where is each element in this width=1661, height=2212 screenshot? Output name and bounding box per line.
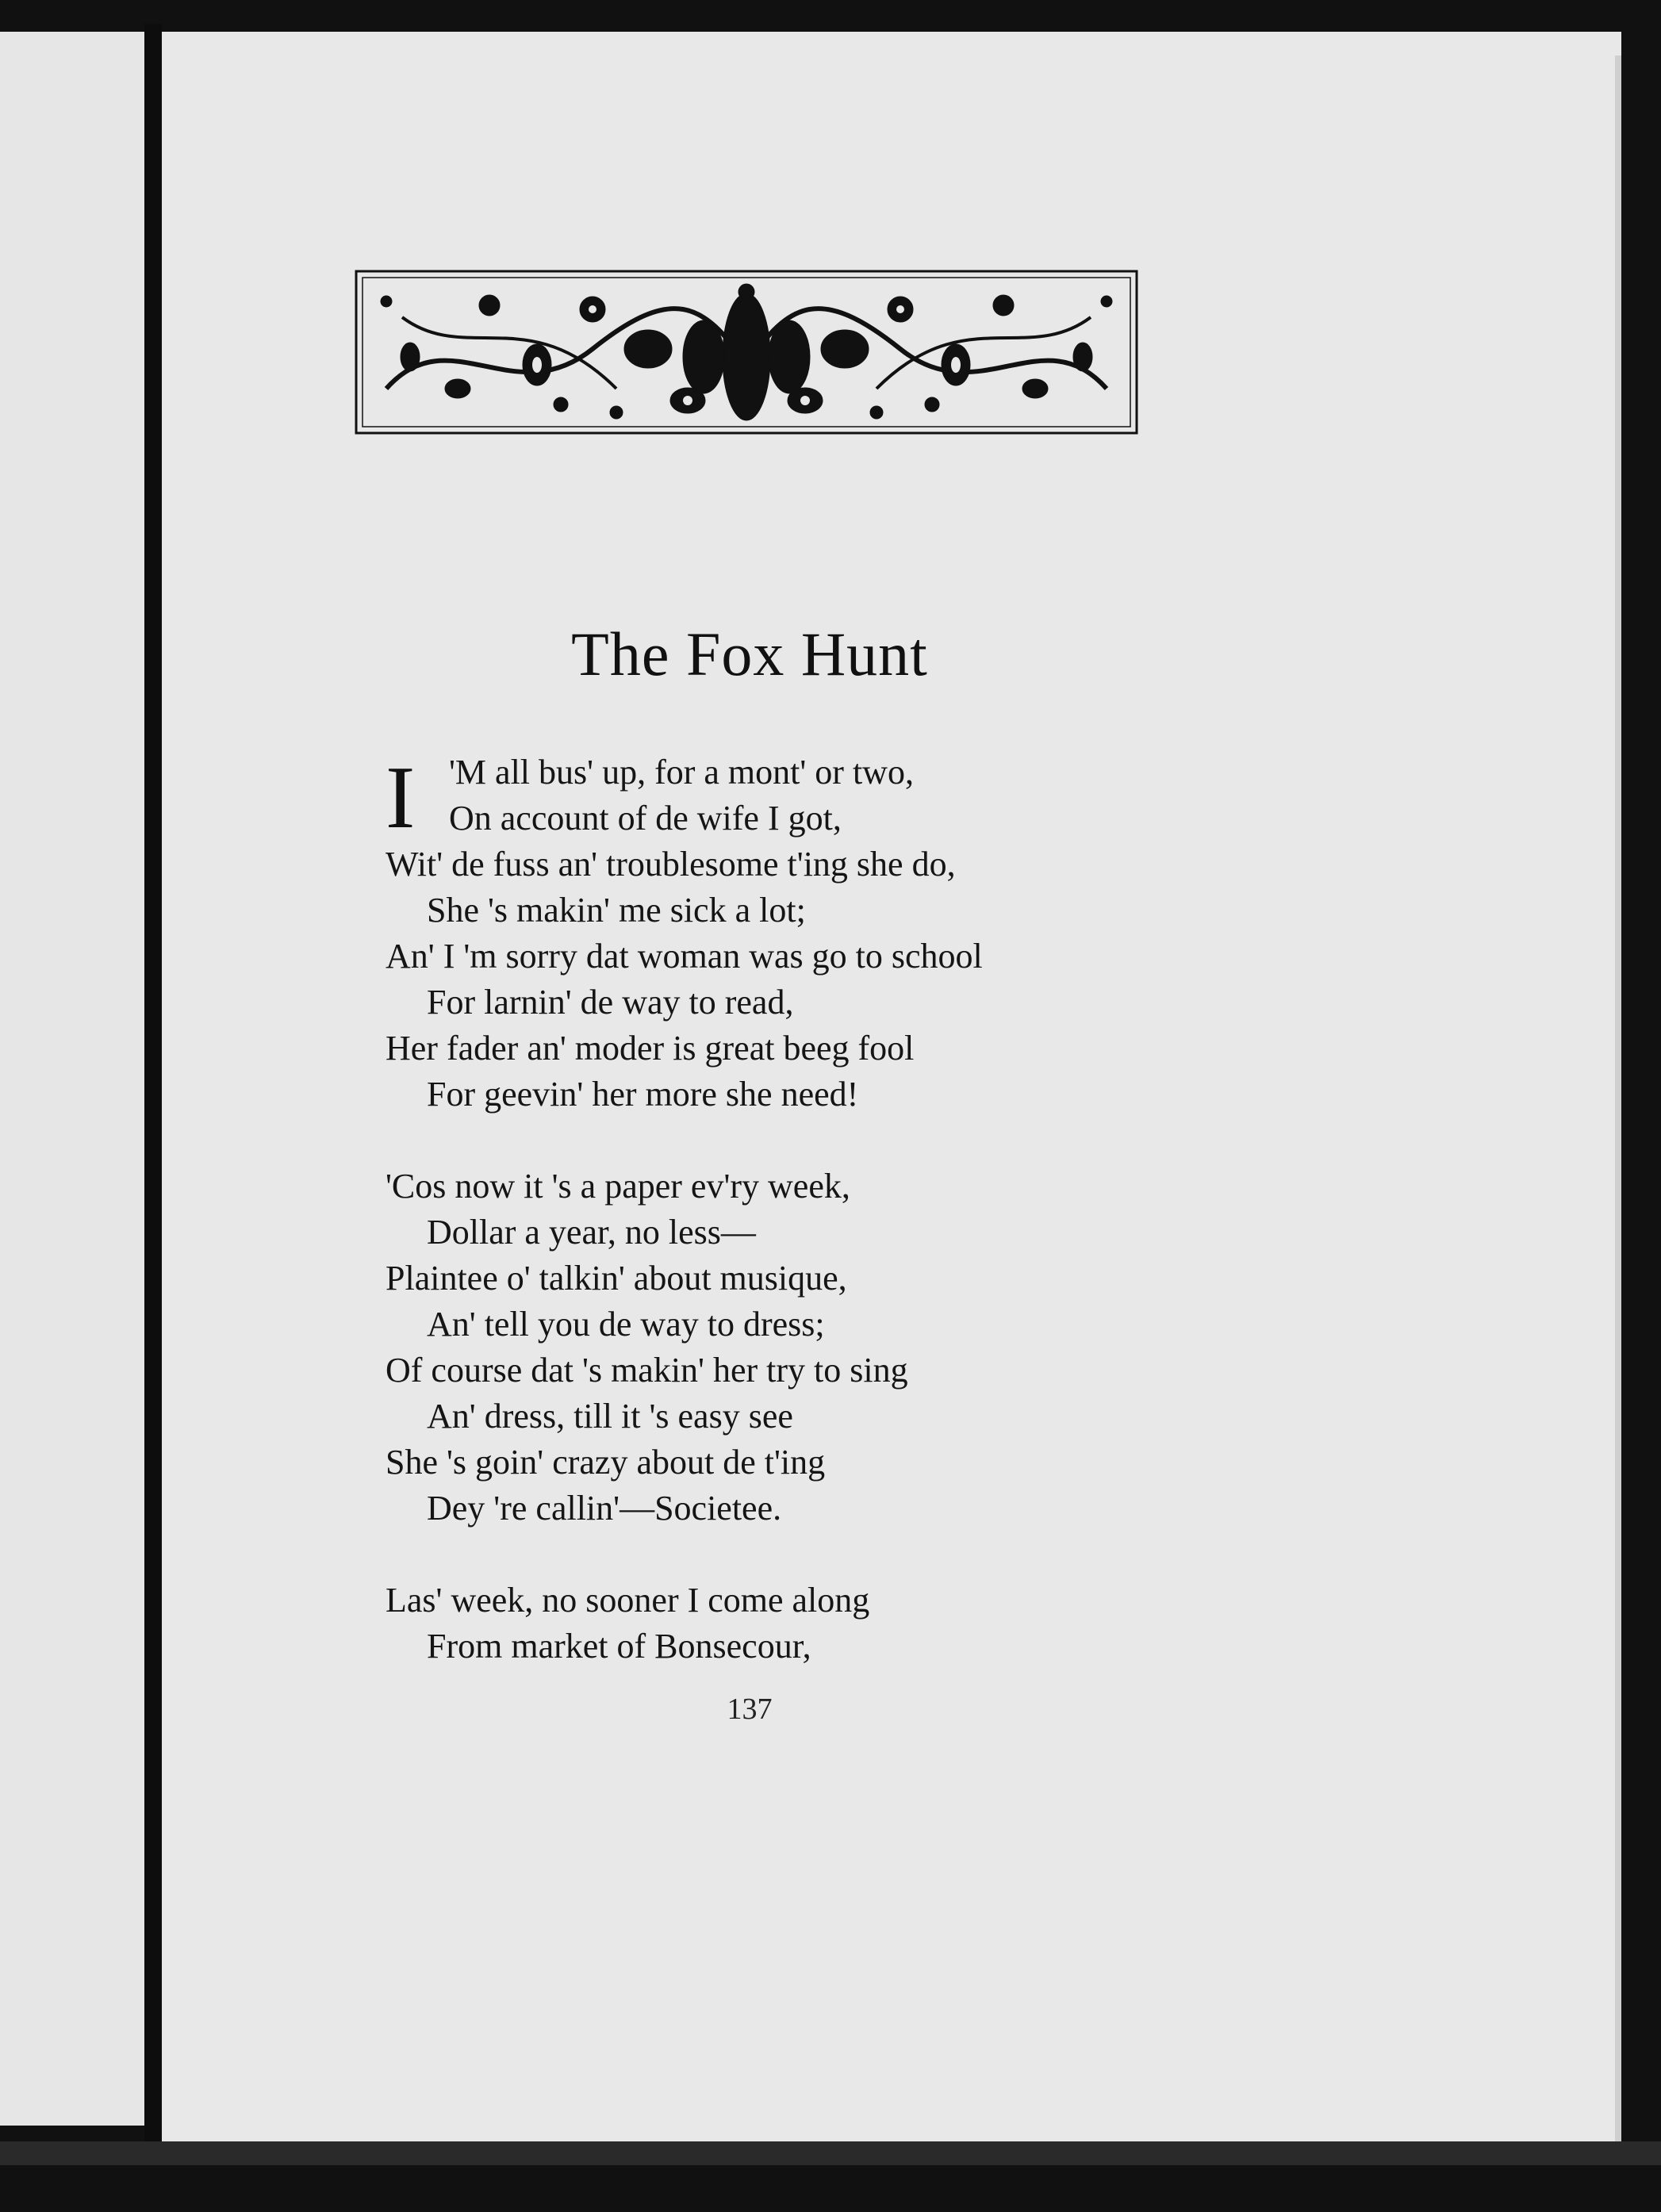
poem-line: From market of Bonsecour, [427,1627,811,1666]
poem-line: Wit' de fuss an' troublesome t'ing she do, [386,845,956,884]
poem-line: She 's makin' me sick a lot; [427,891,806,930]
book-gutter [144,24,162,2165]
poem-line: 'M all bus' up, for a mont' or two, [449,753,914,792]
poem-line: On account of de wife I got, [449,799,842,838]
page-right-edge [1615,56,1621,2157]
stanza [386,1164,1258,1532]
poem-title: The Fox Hunt [571,619,928,688]
poem-line: 'Cos now it 's a paper ev'ry week, [386,1167,850,1206]
facing-page-edge [0,32,144,2126]
poem-line: She 's goin' crazy about de t'ing [386,1443,826,1482]
poem-line: For geevin' her more she need! [427,1075,859,1114]
drop-cap: I [386,749,416,847]
page-bottom-edge [0,2141,1661,2165]
poem-body [386,749,1258,1716]
poem-line: Dey 're callin'—Societee. [427,1489,782,1528]
poem-line: For larnin' de way to read, [427,983,794,1022]
poem-line: Las' week, no sooner I come along [386,1581,870,1620]
poem-line: An' I 'm sorry dat woman was go to school [386,937,983,976]
page-number: 137 [727,1693,773,1726]
floral-headpiece-ornament [355,270,1138,435]
poem-line: An' dress, till it 's easy see [427,1397,793,1436]
poem-line: Plaintee o' talkin' about musique, [386,1259,847,1298]
poem-line: Of course dat 's makin' her try to sing [386,1351,908,1390]
poem-line: An' tell you de way to dress; [427,1305,825,1344]
stanza [386,749,1258,1118]
stanza [386,1578,1258,1670]
poem-line: Her fader an' moder is great beeg fool [386,1029,915,1068]
poem-line: Dollar a year, no less— [427,1213,756,1252]
